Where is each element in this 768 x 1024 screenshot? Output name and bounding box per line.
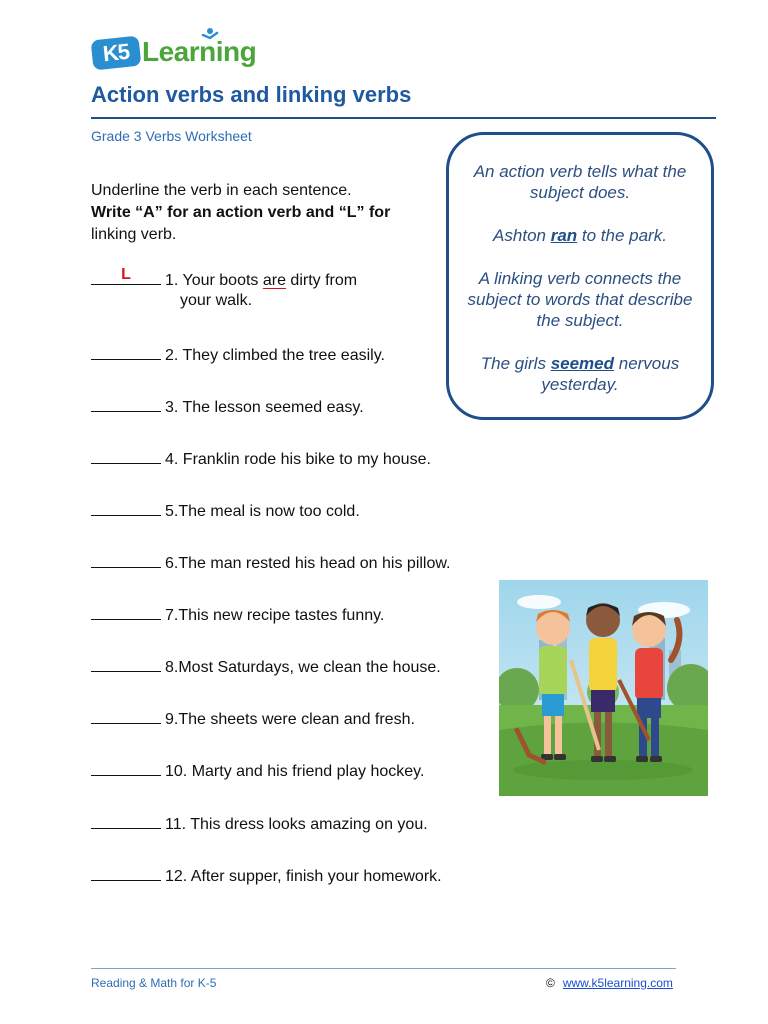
instructions [91, 180, 421, 246]
instruction-line-2: Write “A” for an action verb and “L” for [91, 204, 391, 221]
copyright-symbol: © [546, 976, 555, 990]
answer-blank[interactable] [91, 657, 161, 672]
logo-figure-icon [200, 26, 220, 46]
answer-blank[interactable] [91, 761, 161, 776]
action-verb-definition: An action verb tells what the subject does. [473, 162, 687, 202]
answer-blank[interactable] [91, 397, 161, 412]
example-text: nervous yesterday. [541, 354, 680, 394]
question-12 [91, 866, 442, 886]
question-text: 10. Marty and his friend play hockey. [165, 763, 425, 780]
action-verb-example [463, 225, 697, 246]
question-text: dirty from [285, 272, 358, 289]
question-text: 6.The man rested his head on his pillow. [165, 555, 451, 572]
question-text: 7.This new recipe tastes funny. [165, 607, 385, 624]
footer-divider [91, 968, 676, 969]
question-text: 8.Most Saturdays, we clean the house. [165, 659, 441, 676]
answer-blank[interactable] [91, 866, 161, 881]
example-text: The girls [480, 354, 551, 373]
question-1-continued: your walk. [180, 292, 253, 309]
answer-blank[interactable] [91, 709, 161, 724]
answer-text: L [121, 266, 131, 283]
question-2 [91, 345, 385, 365]
footer-tagline: Reading & Math for K-5 [91, 976, 217, 990]
worksheet-subtitle: Grade 3 Verbs Worksheet [91, 128, 252, 144]
question-text: 1. Your boots [165, 272, 263, 289]
question-1 [91, 266, 358, 290]
k5-learning-logo [92, 26, 272, 76]
example-text: to the park. [577, 226, 667, 245]
linking-verb-definition: A linking verb connects the subject to words that describe the subject. [467, 269, 693, 330]
example-verb: ran [550, 226, 578, 245]
page-title: Action verbs and linking verbs [91, 82, 412, 107]
question-3 [91, 397, 364, 417]
answer-blank[interactable] [91, 266, 161, 285]
title-divider [91, 117, 716, 119]
answer-blank[interactable] [91, 345, 161, 360]
question-text: 4. Franklin rode his bike to my house. [165, 451, 431, 468]
question-6 [91, 553, 451, 573]
example-text: Ashton [493, 226, 551, 245]
example-verb: seemed [550, 354, 615, 373]
answer-blank[interactable] [91, 449, 161, 464]
answer-blank[interactable] [91, 814, 161, 829]
question-11 [91, 814, 428, 834]
question-text: 12. After supper, finish your homework. [165, 868, 442, 885]
question-text: 11. This dress looks amazing on you. [165, 816, 428, 833]
kids-hockey-illustration [499, 580, 708, 796]
answer-blank[interactable] [91, 501, 161, 516]
logo-k5-badge: K5 [91, 36, 142, 71]
instruction-line-1: Underline the verb in each sentence. [91, 182, 352, 199]
question-10 [91, 761, 424, 781]
instruction-line-3: linking verb. [91, 226, 177, 243]
question-text: 9.The sheets were clean and fresh. [165, 711, 415, 728]
website-link[interactable]: www.k5learning.com [562, 976, 673, 990]
footer-copyright [546, 976, 673, 990]
question-8 [91, 657, 441, 677]
question-text: 5.The meal is now too cold. [165, 503, 360, 520]
question-9 [91, 709, 415, 729]
question-7 [91, 605, 384, 625]
linking-verb-example [463, 353, 697, 395]
question-4 [91, 449, 431, 469]
logo-wordmark: Learning [142, 36, 257, 67]
answer-blank[interactable] [91, 605, 161, 620]
question-text: 3. The lesson seemed easy. [165, 399, 364, 416]
question-text: 2. They climbed the tree easily. [165, 347, 385, 364]
question-5 [91, 501, 360, 521]
definition-box [446, 132, 714, 420]
underlined-verb: are [262, 272, 286, 289]
answer-blank[interactable] [91, 553, 161, 568]
